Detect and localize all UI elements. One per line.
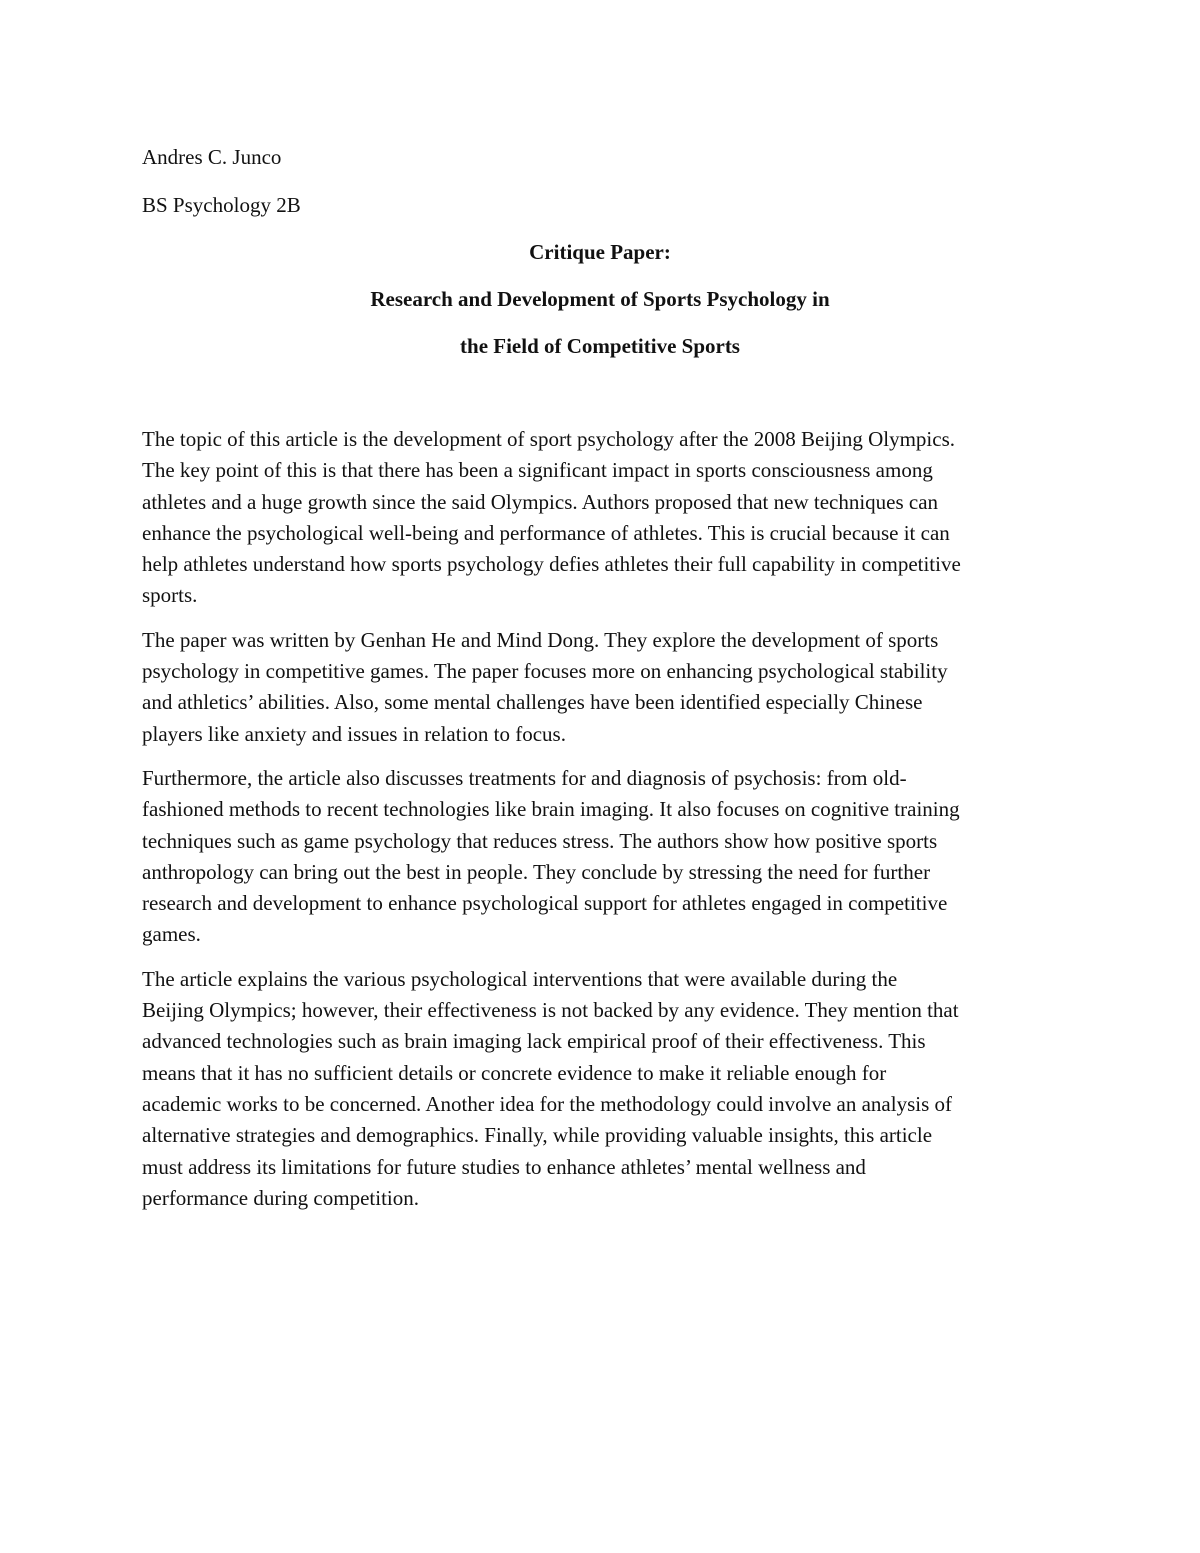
paragraph-line: Furthermore, the article also discusses treatments for and diagnosis of psychosis: from old- (142, 765, 907, 790)
paragraph-line: fashioned methods to recent technologies like brain imaging. It also focuses on cognitive training (142, 797, 960, 822)
paragraph-line: research and development to enhance psychological support for athletes engaged in competitive (142, 891, 948, 916)
paragraph-line: Beijing Olympics; however, their effectiveness is not backed by any evidence. They mention that (142, 998, 959, 1023)
title-line-3: the Field of Competitive Sports (460, 334, 740, 358)
paragraph-1 (142, 424, 1062, 612)
course-section: BS Psychology 2B (142, 193, 301, 217)
paragraph-line: sports. (142, 583, 198, 608)
paragraph-line: The key point of this is that there has been a significant impact in sports consciousness among (142, 458, 933, 483)
paragraph-line: The paper was written by Genhan He and Mind Dong. They explore the development of sports (142, 627, 939, 652)
paragraph-line: techniques such as game psychology that reduces stress. The authors show how positive sports (142, 828, 938, 853)
paragraph-4 (142, 964, 1062, 1214)
title-line-1: Critique Paper: (529, 240, 671, 264)
paragraph-line: The article explains the various psychological interventions that were available during the (142, 966, 898, 991)
paragraph-line: athletes and a huge growth since the said Olympics. Authors proposed that new techniques can (142, 489, 939, 514)
paragraph-line: The topic of this article is the development of sport psychology after the 2008 Beijing Olympics. (142, 427, 955, 451)
paragraph-line: and athletics’ abilities. Also, some mental challenges have been identified especially Chinese (142, 690, 923, 715)
paragraph-2 (142, 625, 1062, 750)
paragraph-line: means that it has no sufficient details or concrete evidence to make it reliable enough for (142, 1060, 887, 1085)
paragraph-line: anthropology can bring out the best in people. They conclude by stressing the need for further (142, 859, 931, 884)
paragraph-line: enhance the psychological well-being and performance of athletes. This is crucial because it can (142, 520, 950, 545)
paragraph-line: help athletes understand how sports psychology defies athletes their full capability in competitive (142, 552, 961, 577)
paragraph-line: players like anxiety and issues in relation to focus. (142, 721, 566, 746)
document-body (142, 424, 1062, 1227)
paragraph-3 (142, 763, 1062, 951)
paragraph-line: academic works to be concerned. Another idea for the methodology could involve an analysis of (142, 1091, 952, 1116)
paragraph-line: must address its limitations for future studies to enhance athletes’ mental wellness and (142, 1154, 866, 1179)
author-name: Andres C. Junco (142, 145, 282, 169)
title-line-2: Research and Development of Sports Psychology in (370, 287, 830, 311)
paragraph-line: performance during competition. (142, 1185, 419, 1210)
paragraph-line: games. (142, 922, 201, 947)
paragraph-line: advanced technologies such as brain imaging lack empirical proof of their effectiveness. This (142, 1029, 926, 1054)
paragraph-line: alternative strategies and demographics. Finally, while providing valuable insights, this article (142, 1123, 933, 1148)
paragraph-line: psychology in competitive games. The paper focuses more on enhancing psychological stability (142, 659, 948, 684)
